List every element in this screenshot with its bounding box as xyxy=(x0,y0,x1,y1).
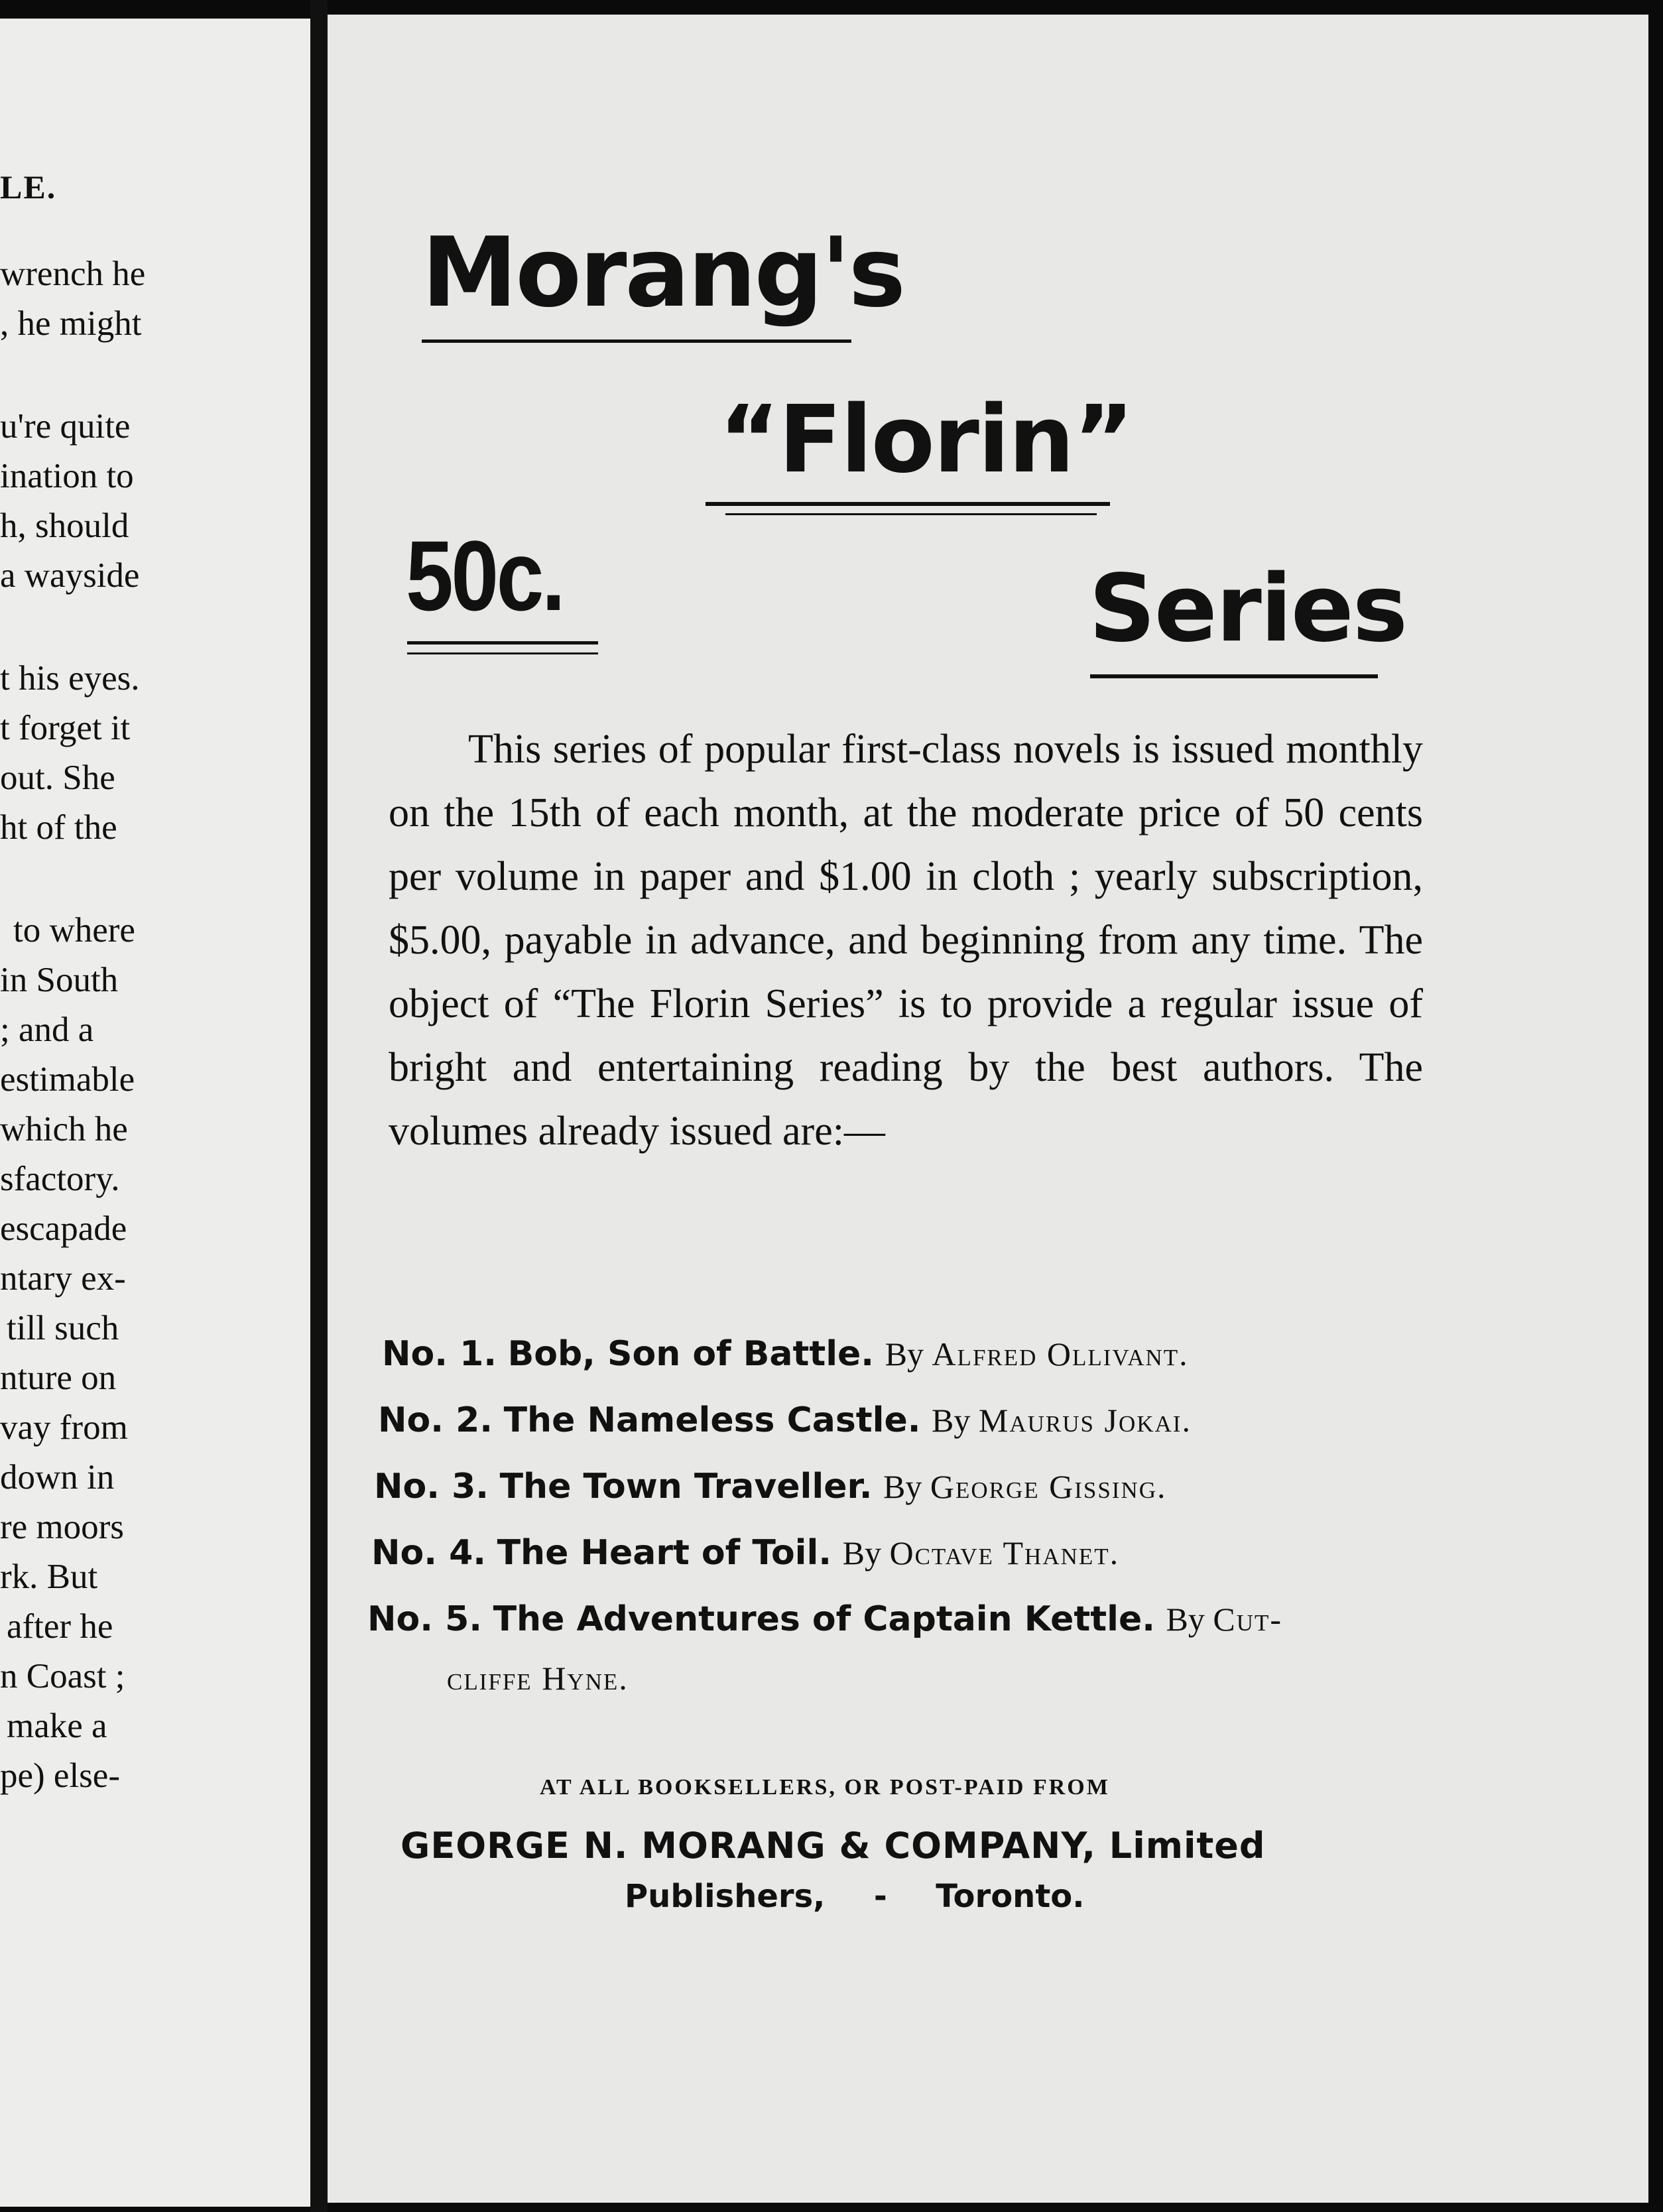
left-text-line: ht of the xyxy=(0,808,117,847)
ad-title-series: Series xyxy=(1089,555,1407,663)
price-underline xyxy=(407,641,598,645)
left-text-line: ntary ex- xyxy=(0,1259,126,1298)
left-text-line: pe) else- xyxy=(0,1756,120,1795)
left-text-line: h, should xyxy=(0,507,129,545)
left-text-line: out. She xyxy=(0,759,115,797)
volume-title: The Adventures of Captain Kettle. xyxy=(493,1599,1155,1639)
left-text-line: t his eyes. xyxy=(0,659,140,698)
publisher-location xyxy=(625,1878,1085,1915)
page-edge xyxy=(1648,0,1663,2212)
ad-title-florin: “Florin” xyxy=(719,386,1133,494)
left-text-line: ination to xyxy=(0,457,134,495)
left-text-line: , he might xyxy=(0,304,142,343)
left-text-line: u're quite xyxy=(0,407,131,446)
left-text-line: t forget it xyxy=(0,709,131,747)
volume-title: The Heart of Toil. xyxy=(497,1533,832,1573)
volume-by: By xyxy=(885,1335,924,1373)
volume-by: By xyxy=(842,1534,881,1571)
left-text-line: to where xyxy=(13,911,135,950)
volume-author: George Gissing. xyxy=(930,1468,1167,1505)
publisher-role: Publishers, xyxy=(625,1878,826,1915)
volume-entry xyxy=(367,1599,1282,1639)
left-text-line: wrench he xyxy=(0,255,146,293)
advertisement-page xyxy=(328,15,1654,2203)
volume-author: Maurus Jokai. xyxy=(978,1402,1192,1439)
left-text-line: rk. But xyxy=(0,1558,98,1596)
volume-title: The Nameless Castle. xyxy=(503,1400,921,1440)
left-text-line: till such xyxy=(7,1309,119,1347)
title-underline xyxy=(1090,674,1378,678)
left-text-line: nture on xyxy=(0,1359,117,1397)
volume-author: Alfred Ollivant. xyxy=(932,1335,1189,1373)
volume-number: No. 3. xyxy=(374,1467,489,1506)
volume-entry xyxy=(374,1467,1167,1506)
title-underline xyxy=(706,502,1110,506)
left-text-line: in South xyxy=(0,961,119,999)
left-text-line: re moors xyxy=(0,1508,124,1546)
title-underline xyxy=(422,339,851,343)
volume-number: No. 4. xyxy=(371,1533,487,1573)
left-text-line: ; and a xyxy=(0,1011,94,1049)
left-page xyxy=(0,19,312,2207)
ad-title-morangs: Morang's xyxy=(422,217,904,329)
left-text-line: escapade xyxy=(0,1209,127,1248)
volume-number: No. 2. xyxy=(378,1400,493,1440)
volume-by: By xyxy=(1166,1601,1205,1638)
volume-number: No. 1. xyxy=(382,1334,497,1374)
left-text-line: down in xyxy=(0,1458,115,1497)
volume-author: Cut- xyxy=(1213,1601,1283,1638)
left-text-line: sfactory. xyxy=(0,1160,120,1198)
volume-author-continuation: cliffe Hyne. xyxy=(447,1660,629,1697)
title-underline xyxy=(725,513,1097,515)
left-text-line: estimable xyxy=(0,1060,135,1099)
ad-price: 50c. xyxy=(406,520,564,631)
ad-description: This series of popular first-class novels is issued monthly on the 15th of each month, at the moderate price of 50 cents per volume in paper and $1.00 in cloth ; yearly subscription, $5.00, payable in advance, and beginning from any time. The object of “The Florin Series” is to provide a regular issue of bright and entertaining reading by the best authors. The volumes already issued are:— xyxy=(389,727,1423,1154)
left-text-line: make a xyxy=(7,1707,107,1745)
volume-by: By xyxy=(932,1402,971,1439)
volume-title: Bob, Son of Battle. xyxy=(507,1334,875,1374)
volume-entry xyxy=(378,1400,1192,1440)
left-text-line: n Coast ; xyxy=(0,1657,125,1695)
separator-dash: - xyxy=(873,1878,887,1915)
book-gutter xyxy=(310,0,328,2212)
volume-by: By xyxy=(883,1468,922,1505)
volume-title: The Town Traveller. xyxy=(499,1467,873,1506)
booksellers-line: AT ALL BOOKSELLERS, OR POST-PAID FROM xyxy=(540,1775,1110,1800)
left-text-line: after he xyxy=(7,1607,113,1646)
left-text-line: which he xyxy=(0,1110,128,1148)
volume-entry xyxy=(371,1533,1119,1573)
volume-author: Octave Thanet. xyxy=(889,1534,1120,1571)
volume-entry xyxy=(382,1334,1189,1374)
price-underline xyxy=(407,652,598,654)
left-text-line: a wayside xyxy=(0,556,140,595)
publisher-city: Toronto. xyxy=(936,1878,1085,1915)
volume-number: No. 5. xyxy=(367,1599,483,1639)
publisher-name: GEORGE N. MORANG & COMPANY, Limited xyxy=(400,1825,1266,1867)
left-text-line: vay from xyxy=(0,1408,128,1447)
left-page-heading: LE. xyxy=(0,168,57,206)
